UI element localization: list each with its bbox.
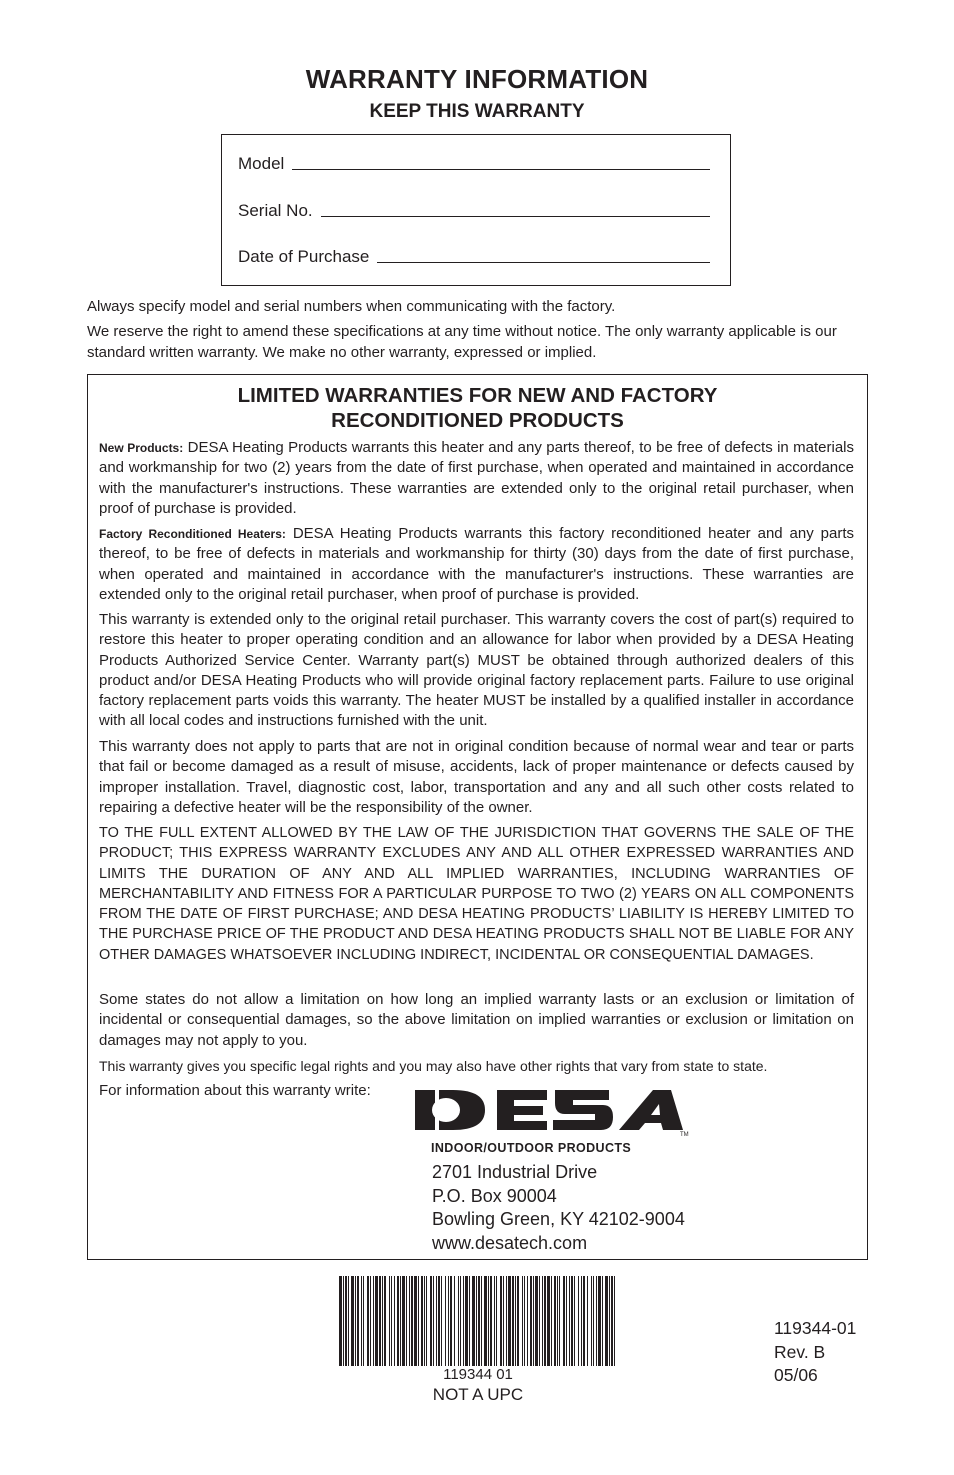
barcode-bar <box>587 1276 588 1366</box>
barcode-bar <box>539 1276 540 1366</box>
barcode-bar <box>411 1276 413 1366</box>
barcode-number: 119344 01 <box>443 1366 513 1383</box>
barcode-bar <box>426 1276 427 1366</box>
website-link[interactable]: www.desatech.com <box>432 1232 588 1253</box>
logo-tagline: INDOOR/OUTDOOR PRODUCTS <box>431 1141 632 1155</box>
barcode-bar <box>557 1276 558 1366</box>
barcode-bar <box>566 1276 567 1366</box>
barcode-bar <box>438 1276 440 1366</box>
reconditioned-paragraph <box>99 524 854 605</box>
barcode-bar <box>598 1276 601 1366</box>
barcode-bar <box>375 1276 378 1366</box>
barcode-bar <box>542 1276 543 1366</box>
barcode-bar <box>406 1276 407 1366</box>
barcode-bar <box>515 1276 516 1366</box>
barcode-bar <box>476 1276 477 1366</box>
barcode-bar <box>490 1276 492 1366</box>
limited-warranty-title <box>88 383 867 433</box>
barcode-bar <box>363 1276 364 1366</box>
barcode-bar <box>367 1276 369 1366</box>
revision-info <box>774 1317 856 1388</box>
barcode-bar <box>397 1276 399 1366</box>
reconditioned-lead: Factory Reconditioned Heaters: <box>99 527 286 541</box>
barcode-bar <box>448 1276 449 1366</box>
revision: Rev. B <box>774 1341 826 1362</box>
barcode-bar <box>512 1276 514 1366</box>
barcode-bar <box>530 1276 532 1366</box>
barcode-bar <box>421 1276 423 1366</box>
barcode-bar <box>370 1276 371 1366</box>
registration-box <box>221 134 731 286</box>
barcode-bar <box>379 1276 381 1366</box>
address-line3: Bowling Green, KY 42102-9004 <box>432 1209 685 1229</box>
barcode-bar <box>345 1276 347 1366</box>
barcode-bar <box>554 1276 556 1366</box>
barcode-bar <box>506 1276 507 1366</box>
barcode-bar <box>430 1276 432 1366</box>
barcode-bar <box>469 1276 470 1366</box>
barcode-bar <box>402 1276 405 1366</box>
barcode-bar <box>602 1276 603 1366</box>
page-title: WARRANTY INFORMATION <box>305 64 649 94</box>
logo-tm: TM <box>680 1132 689 1138</box>
barcode-bar <box>454 1276 455 1366</box>
barcode-bar <box>339 1276 342 1366</box>
full-extent-paragraph: TO THE FULL EXTENT ALLOWED BY THE LAW OF THE JURISDICTION THAT GOVERNS THE SALE OF THE PRODUCT; THIS EXPRESS WARRANTY EXCLUDES ANY AND ALL OTHER EXPRESSED WARRANTIES AND LIMITS THE DURATION OF ANY AND ALL IMPLIED WARRANTIES, INCLUDING WARRANTIES OF MERCHANTABILITY AND FITNESS FOR A PARTICULAR PURPOSE TO TWO (2) YEARS ON ALL COMPONENTS FROM THE DATE OF FIRST PURCHASE; AND DESA HEATING PRODUCTS’ LIABILITY IS HEREBY LIMITED TO THE PURCHASE PRICE OF THE PRODUCT AND DESA HEATING PRODUCTS SHALL NOT BE LIABLE FOR ANY OTHER DAMAGES WHATSOEVER INCLUDING INDIRECT, INCIDENTAL OR CONSEQUENTIAL DAMAGES. <box>99 825 854 963</box>
barcode-bar <box>596 1276 597 1366</box>
barcode-bar <box>522 1276 523 1366</box>
new-products-text: DESA Heating Products warrants this heater and any parts thereof, to be free of defects in materials and workmanship for two (2) years from the date of first purchase, when operated and maintained in accordance with the manufacturer's instructions. These warranties are extended only to the original retail purchaser, when proof of purchase is provided. <box>99 439 854 517</box>
limited-title-line2: RECONDITIONED PRODUCTS <box>331 409 624 432</box>
barcode-bar <box>481 1276 482 1366</box>
barcode-bar <box>463 1276 464 1366</box>
barcode-bar <box>409 1276 410 1366</box>
barcode-bar <box>500 1276 502 1366</box>
reconditioned-text: DESA Heating Products warrants this factory reconditioned heater and any parts thereof, to be free of defects in materials and workmanship for thirty (30) days from the date of first purchase, when operated and maintained in accordance with the manufacturer's instructions. These warranties are extended only to the original retail purchaser, when proof of purchase is provided. <box>99 525 855 603</box>
desa-logo <box>413 1086 691 1158</box>
barcode-bar <box>569 1276 570 1366</box>
barcode-bar <box>508 1276 511 1366</box>
new-products-paragraph <box>99 438 854 519</box>
barcode-bar <box>436 1276 437 1366</box>
barcode-bar <box>578 1276 579 1366</box>
barcode-bar <box>460 1276 461 1366</box>
barcode-bar <box>361 1276 362 1366</box>
barcode-bar <box>527 1276 528 1366</box>
barcode-bar <box>535 1276 538 1366</box>
barcode-bar <box>351 1276 354 1366</box>
new-products-lead: New Products: <box>99 441 184 455</box>
barcode-bar <box>609 1276 610 1366</box>
not-upc-label: NOT A UPC <box>432 1385 524 1404</box>
barcode-bar <box>357 1276 359 1366</box>
barcode-bar <box>503 1276 504 1366</box>
barcode-bar <box>343 1276 344 1366</box>
barcode-bar <box>591 1276 592 1366</box>
model-label: Model <box>238 154 285 173</box>
serial-field[interactable] <box>238 201 710 221</box>
barcode-bar <box>441 1276 442 1366</box>
date-line[interactable] <box>377 262 710 263</box>
barcode-bar <box>571 1276 573 1366</box>
barcode-bar <box>389 1276 390 1366</box>
barcode-bar <box>450 1276 452 1366</box>
barcode-bar <box>472 1276 475 1366</box>
barcode-bar <box>581 1276 582 1366</box>
barcode-bar <box>484 1276 487 1366</box>
barcode-bar <box>524 1276 525 1366</box>
extended-paragraph: This warranty is extended only to the original retail purchaser. This warranty covers the cost of part(s) required to restore this heater to proper operating condition and an allowance for labor when provided by a DESA Heating Products Authorized Service Center. Warranty part(s) MUST be obtained through authorized dealers of this product and/or DESA Heating Products who will provide original factory replacement parts. Failure to use original factory replacement parts voids this warranty. The heater MUST be installed by a qualified installer in accordance with all local codes and instructions furnished with the unit. <box>99 611 854 730</box>
part-number: 119344-01 <box>774 1318 857 1338</box>
barcode-bar <box>373 1276 374 1366</box>
barcode-bar <box>424 1276 425 1366</box>
barcode-bar <box>547 1276 550 1366</box>
legal-rights-paragraph: This warranty gives you specific legal rights and you may also have other rights that vary from state to state. <box>99 1058 768 1074</box>
barcode-bar <box>605 1276 608 1366</box>
barcode-bar <box>551 1276 552 1366</box>
barcode-bar <box>355 1276 356 1366</box>
barcode-bar <box>496 1276 497 1366</box>
limited-title-line1: LIMITED WARRANTIES FOR NEW AND FACTORY <box>237 384 718 407</box>
some-states-paragraph: Some states do not allow a limitation on how long an implied warranty lasts or an exclusion or limitation of incidental or consequential damages, so the above limitation on implied warranties or exclusion or limitation on damages may not apply to you. <box>99 991 854 1049</box>
barcode-bar <box>348 1276 349 1366</box>
company-address <box>432 1161 685 1255</box>
barcode-bar <box>563 1276 565 1366</box>
not-apply-paragraph: This warranty does not apply to parts that are not in original condition because of normal wear and tear or parts that fail or become damaged as a result of misuse, accidents, lack of proper maintenance or defects caused by improper installation. Travel, diagnostic cost, labor, transportation and any and all such other costs related to repairing a defective heater will be the responsibility of the owner. <box>99 738 854 816</box>
specify-note: Always specify model and serial numbers when communicating with the factory. <box>87 298 616 315</box>
address-line1: 2701 Industrial Drive <box>432 1162 598 1182</box>
date-field[interactable] <box>238 247 710 267</box>
barcode-bar <box>458 1276 459 1366</box>
barcode-bar <box>394 1276 395 1366</box>
barcode-bar <box>391 1276 392 1366</box>
barcode-bar <box>433 1276 434 1366</box>
date-label: Date of Purchase <box>238 247 370 266</box>
barcode-bar <box>574 1276 575 1366</box>
barcode-bar <box>400 1276 401 1366</box>
barcode-bar <box>614 1276 615 1366</box>
serial-label: Serial No. <box>238 201 313 220</box>
barcode-bar <box>533 1276 534 1366</box>
barcode-bar <box>445 1276 446 1366</box>
address-line2: P.O. Box 90004 <box>432 1185 557 1206</box>
desa-logo-graphic <box>413 1086 691 1158</box>
barcode-bar <box>494 1276 495 1366</box>
barcode-bar <box>583 1276 585 1366</box>
barcode-bar <box>593 1276 594 1366</box>
reserve-note: We reserve the right to amend these specifications at any time without notice. The only warranty applicable is our standard written warranty. We make no other warranty, expressed or implied. <box>87 323 837 361</box>
page-subtitle: KEEP THIS WARRANTY <box>369 101 585 122</box>
model-line[interactable] <box>292 169 710 170</box>
revision-date: 05/06 <box>774 1365 818 1385</box>
barcode-bar <box>611 1276 613 1366</box>
barcode-bar <box>517 1276 519 1366</box>
barcode-bar <box>559 1276 560 1366</box>
barcode-bar <box>488 1276 489 1366</box>
barcode-bar <box>465 1276 468 1366</box>
barcode-bar <box>544 1276 546 1366</box>
write-paragraph: For information about this warranty write: <box>99 1082 371 1099</box>
barcode-bar <box>478 1276 480 1366</box>
serial-line[interactable] <box>321 216 710 217</box>
model-field[interactable] <box>238 154 710 174</box>
barcode-bar <box>414 1276 417 1366</box>
barcode-bar <box>382 1276 383 1366</box>
barcode <box>339 1276 617 1366</box>
barcode-bar <box>384 1276 386 1366</box>
barcode-bar <box>418 1276 419 1366</box>
